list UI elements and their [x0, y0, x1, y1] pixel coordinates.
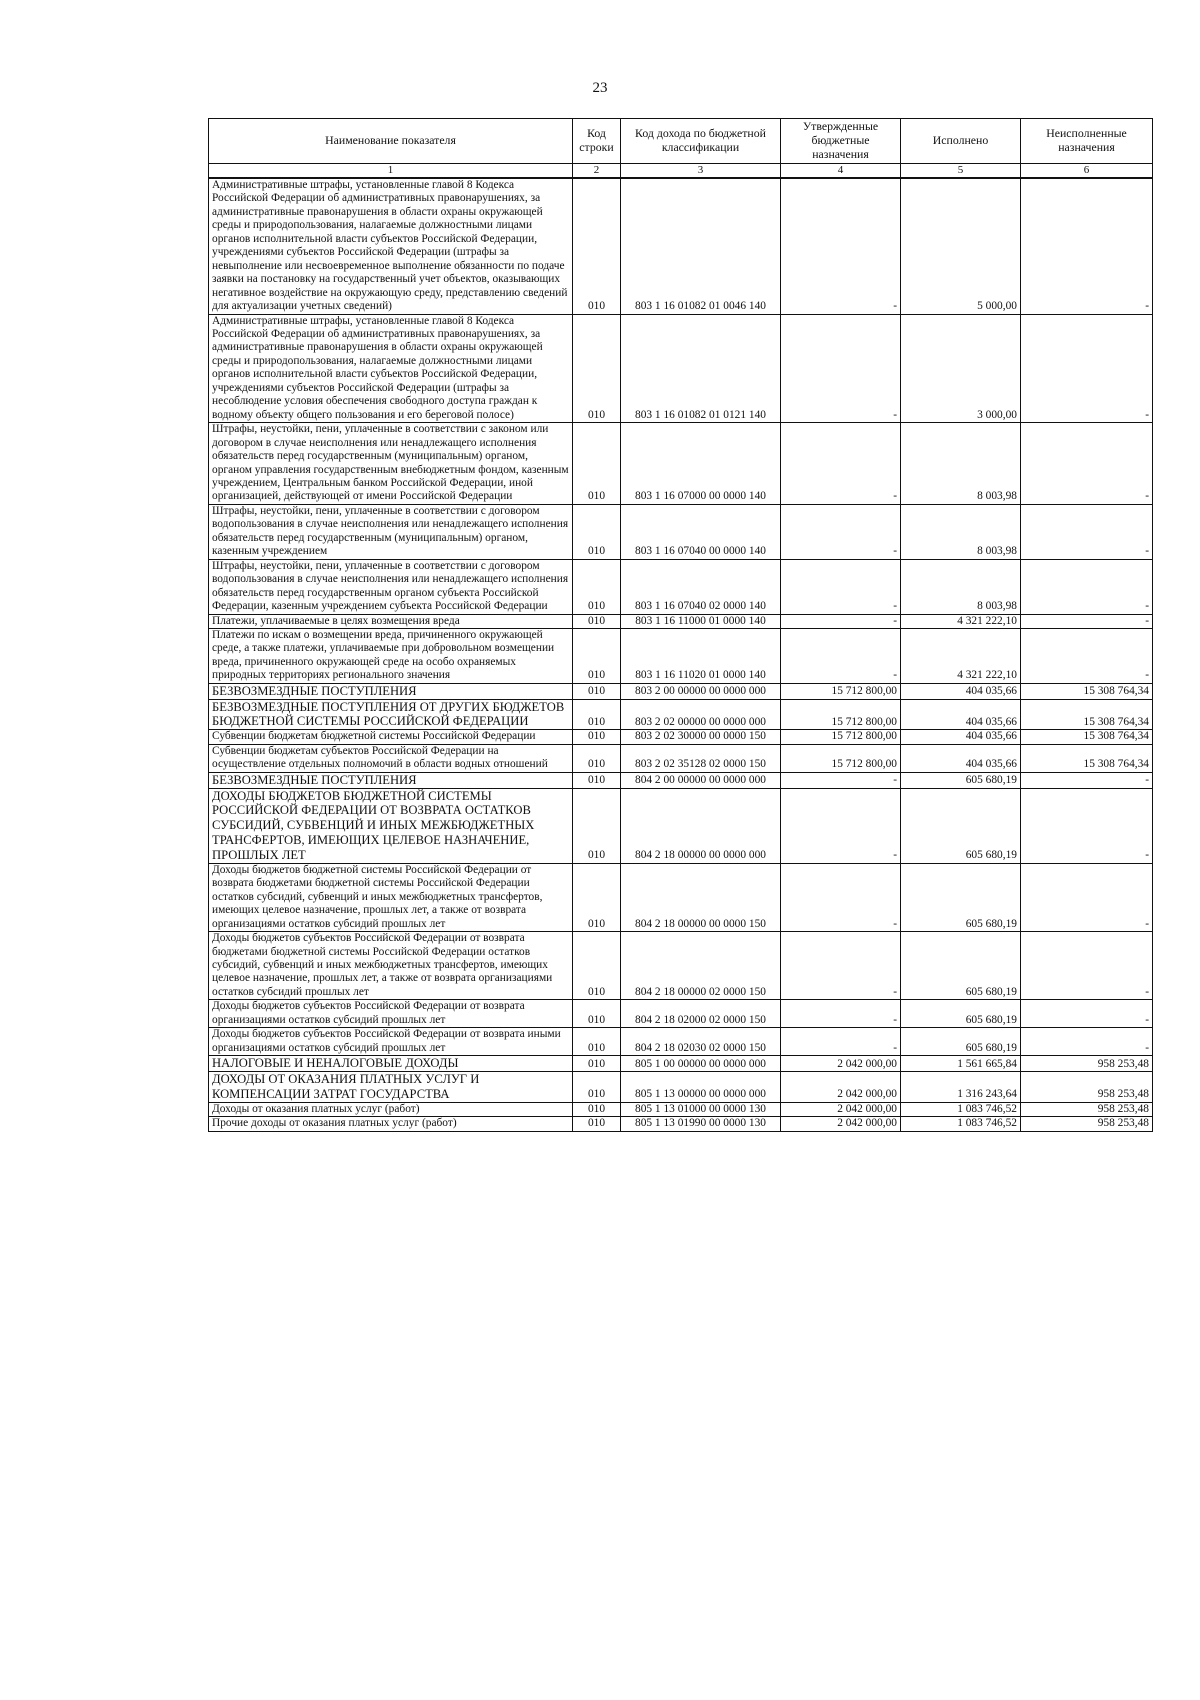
- header-indicator-name: Наименование показателя: [209, 119, 573, 164]
- row-income-code: 803 1 16 01082 01 0121 140: [621, 314, 781, 423]
- row-executed-amount: 8 003,98: [901, 559, 1021, 614]
- table-row: [209, 1117, 1153, 1131]
- row-line-code: 010: [573, 772, 621, 788]
- row-indicator-name: Штрафы, неустойки, пени, уплаченные в соответствии с законом или договором в случае неисполнения или ненадлежащего исполнения обязательств перед государственным (муниципальным) органом, органом управления государственным внебюджетным фондом, казенным учреждением, Центральным банком Российской Федерации, иной организацией, действующей от имени Российской Федерации: [209, 423, 573, 505]
- row-approved-amount: -: [781, 1000, 901, 1028]
- row-line-code: 010: [573, 744, 621, 772]
- row-approved-amount: 2 042 000,00: [781, 1117, 901, 1131]
- page-number: 23: [592, 80, 608, 96]
- row-income-code: 804 2 00 00000 00 0000 000: [621, 772, 781, 788]
- table-row: [209, 788, 1153, 863]
- row-indicator-name: ДОХОДЫ БЮДЖЕТОВ БЮДЖЕТНОЙ СИСТЕМЫ РОССИЙСКОЙ ФЕДЕРАЦИИ ОТ ВОЗВРАТА ОСТАТКОВ СУБСИДИЙ, СУБВЕНЦИЙ И ИНЫХ МЕЖБЮДЖЕТНЫХ ТРАНСФЕРТОВ, ИМЕЮЩИХ ЦЕЛЕВОЕ НАЗНАЧЕНИЕ, ПРОШЛЫХ ЛЕТ: [209, 788, 573, 863]
- row-unexecuted-amount: 15 308 764,34: [1021, 730, 1153, 744]
- row-unexecuted-amount: -: [1021, 863, 1153, 931]
- row-approved-amount: -: [781, 614, 901, 628]
- budget-execution-table: [208, 118, 1153, 1132]
- row-unexecuted-amount: 958 253,48: [1021, 1056, 1153, 1072]
- row-line-code: 010: [573, 178, 621, 314]
- table-row: [209, 1000, 1153, 1028]
- table-row: [209, 1072, 1153, 1103]
- table-row: [209, 314, 1153, 423]
- row-line-code: 010: [573, 699, 621, 730]
- row-line-code: 010: [573, 314, 621, 423]
- row-income-code: 803 2 02 00000 00 0000 000: [621, 699, 781, 730]
- row-executed-amount: 3 000,00: [901, 314, 1021, 423]
- row-indicator-name: БЕЗВОЗМЕЗДНЫЕ ПОСТУПЛЕНИЯ ОТ ДРУГИХ БЮДЖЕТОВ БЮДЖЕТНОЙ СИСТЕМЫ РОССИЙСКОЙ ФЕДЕРАЦИИ: [209, 699, 573, 730]
- row-line-code: 010: [573, 1056, 621, 1072]
- row-unexecuted-amount: -: [1021, 1028, 1153, 1056]
- table-row: [209, 1056, 1153, 1072]
- column-number: 3: [621, 164, 781, 179]
- row-income-code: 805 1 13 01000 00 0000 130: [621, 1102, 781, 1116]
- row-approved-amount: 2 042 000,00: [781, 1056, 901, 1072]
- row-unexecuted-amount: -: [1021, 788, 1153, 863]
- row-line-code: 010: [573, 628, 621, 683]
- table-row: [209, 863, 1153, 931]
- row-unexecuted-amount: 958 253,48: [1021, 1072, 1153, 1103]
- row-executed-amount: 404 035,66: [901, 683, 1021, 699]
- header-income-code: Код дохода по бюджетной классификации: [621, 119, 781, 164]
- row-income-code: 804 2 18 00000 00 0000 000: [621, 788, 781, 863]
- row-indicator-name: Доходы бюджетов субъектов Российской Федерации от возврата организациями остатков субсидий прошлых лет: [209, 1000, 573, 1028]
- header-executed: Исполнено: [901, 119, 1021, 164]
- table-row: [209, 699, 1153, 730]
- table-row: [209, 423, 1153, 505]
- row-line-code: 010: [573, 788, 621, 863]
- row-income-code: 803 2 00 00000 00 0000 000: [621, 683, 781, 699]
- row-executed-amount: 8 003,98: [901, 504, 1021, 559]
- row-unexecuted-amount: 958 253,48: [1021, 1117, 1153, 1131]
- row-approved-amount: 2 042 000,00: [781, 1072, 901, 1103]
- row-approved-amount: 15 712 800,00: [781, 730, 901, 744]
- table-row: [209, 1102, 1153, 1116]
- row-executed-amount: 4 321 222,10: [901, 628, 1021, 683]
- table-row: [209, 628, 1153, 683]
- row-indicator-name: Доходы бюджетов субъектов Российской Федерации от возврата иными организациями остатков субсидий прошлых лет: [209, 1028, 573, 1056]
- row-unexecuted-amount: -: [1021, 314, 1153, 423]
- row-line-code: 010: [573, 1117, 621, 1131]
- row-executed-amount: 1 316 243,64: [901, 1072, 1021, 1103]
- table-row: [209, 178, 1153, 314]
- row-income-code: 804 2 18 00000 02 0000 150: [621, 932, 781, 1000]
- row-unexecuted-amount: 15 308 764,34: [1021, 744, 1153, 772]
- row-indicator-name: Прочие доходы от оказания платных услуг (работ): [209, 1117, 573, 1131]
- row-executed-amount: 4 321 222,10: [901, 614, 1021, 628]
- header-approved: Утвержденные бюджетные назначения: [781, 119, 901, 164]
- row-approved-amount: -: [781, 178, 901, 314]
- row-indicator-name: Доходы от оказания платных услуг (работ): [209, 1102, 573, 1116]
- row-line-code: 010: [573, 504, 621, 559]
- row-unexecuted-amount: -: [1021, 628, 1153, 683]
- row-executed-amount: 605 680,19: [901, 1000, 1021, 1028]
- row-approved-amount: -: [781, 504, 901, 559]
- row-unexecuted-amount: 15 308 764,34: [1021, 699, 1153, 730]
- row-indicator-name: БЕЗВОЗМЕЗДНЫЕ ПОСТУПЛЕНИЯ: [209, 772, 573, 788]
- row-executed-amount: 605 680,19: [901, 932, 1021, 1000]
- row-executed-amount: 404 035,66: [901, 730, 1021, 744]
- row-indicator-name: Административные штрафы, установленные главой 8 Кодекса Российской Федерации об административных правонарушениях, за административные правонарушения в области охраны окружающей среды и природопользования, налагаемые должностными лицами органов исполнительной власти субъектов Российской Федерации, учреждениями субъектов Российской Федерации (штрафы за несоблюдение условия обеспечения свободного доступа граждан к водному объекту общего пользования и его береговой полосе): [209, 314, 573, 423]
- row-approved-amount: -: [781, 932, 901, 1000]
- row-income-code: 803 2 02 35128 02 0000 150: [621, 744, 781, 772]
- row-executed-amount: 5 000,00: [901, 178, 1021, 314]
- header-line-code: Код строки: [573, 119, 621, 164]
- row-income-code: 804 2 18 02030 02 0000 150: [621, 1028, 781, 1056]
- table-body: [209, 178, 1153, 1131]
- row-unexecuted-amount: -: [1021, 504, 1153, 559]
- row-indicator-name: Доходы бюджетов бюджетной системы Российской Федерации от возврата бюджетами бюджетной системы Российской Федерации остатков субсидий, субвенций и иных межбюджетных трансфертов, имеющих целевое назначение, прошлых лет, а также от возврата организациями остатков субсидий прошлых лет: [209, 863, 573, 931]
- column-number: 2: [573, 164, 621, 179]
- row-line-code: 010: [573, 1000, 621, 1028]
- row-unexecuted-amount: -: [1021, 614, 1153, 628]
- row-approved-amount: 15 712 800,00: [781, 744, 901, 772]
- row-unexecuted-amount: 15 308 764,34: [1021, 683, 1153, 699]
- row-approved-amount: 2 042 000,00: [781, 1102, 901, 1116]
- row-indicator-name: Доходы бюджетов субъектов Российской Федерации от возврата бюджетами бюджетной системы Российской Федерации остатков субсидий, субвенций и иных межбюджетных трансфертов, имеющих целевое назначение, прошлых лет, а также от возврата организациями остатков субсидий прошлых лет: [209, 932, 573, 1000]
- row-executed-amount: 1 083 746,52: [901, 1117, 1021, 1131]
- row-unexecuted-amount: -: [1021, 932, 1153, 1000]
- table-row: [209, 504, 1153, 559]
- row-approved-amount: -: [781, 863, 901, 931]
- row-income-code: 804 2 18 00000 00 0000 150: [621, 863, 781, 931]
- row-approved-amount: 15 712 800,00: [781, 683, 901, 699]
- row-unexecuted-amount: -: [1021, 772, 1153, 788]
- row-indicator-name: Штрафы, неустойки, пени, уплаченные в соответствии с договором водопользования в случае неисполнения или ненадлежащего исполнения обязательств перед государственным (муниципальным) органом, казенным учреждением: [209, 504, 573, 559]
- table-row: [209, 932, 1153, 1000]
- table-row: [209, 559, 1153, 614]
- row-line-code: 010: [573, 932, 621, 1000]
- row-approved-amount: 15 712 800,00: [781, 699, 901, 730]
- table-row: [209, 730, 1153, 744]
- row-approved-amount: -: [781, 628, 901, 683]
- table-row: [209, 744, 1153, 772]
- row-income-code: 804 2 18 02000 02 0000 150: [621, 1000, 781, 1028]
- table-row: [209, 772, 1153, 788]
- column-number: 1: [209, 164, 573, 179]
- table-row: [209, 614, 1153, 628]
- row-line-code: 010: [573, 614, 621, 628]
- row-line-code: 010: [573, 683, 621, 699]
- row-indicator-name: НАЛОГОВЫЕ И НЕНАЛОГОВЫЕ ДОХОДЫ: [209, 1056, 573, 1072]
- header-row: [209, 119, 1153, 164]
- row-unexecuted-amount: -: [1021, 178, 1153, 314]
- row-executed-amount: 605 680,19: [901, 863, 1021, 931]
- row-line-code: 010: [573, 1072, 621, 1103]
- row-executed-amount: 605 680,19: [901, 1028, 1021, 1056]
- row-indicator-name: БЕЗВОЗМЕЗДНЫЕ ПОСТУПЛЕНИЯ: [209, 683, 573, 699]
- row-unexecuted-amount: 958 253,48: [1021, 1102, 1153, 1116]
- row-indicator-name: Платежи по искам о возмещении вреда, причиненного окружающей среде, а также платежи, уплачиваемые при добровольном возмещении вреда, причиненного окружающей среде на особо охраняемых природных территориях регионального значения: [209, 628, 573, 683]
- row-approved-amount: -: [781, 314, 901, 423]
- row-executed-amount: 1 083 746,52: [901, 1102, 1021, 1116]
- row-executed-amount: 1 561 665,84: [901, 1056, 1021, 1072]
- row-unexecuted-amount: -: [1021, 1000, 1153, 1028]
- row-line-code: 010: [573, 559, 621, 614]
- row-indicator-name: ДОХОДЫ ОТ ОКАЗАНИЯ ПЛАТНЫХ УСЛУГ И КОМПЕНСАЦИИ ЗАТРАТ ГОСУДАРСТВА: [209, 1072, 573, 1103]
- table-row: [209, 683, 1153, 699]
- row-line-code: 010: [573, 863, 621, 931]
- row-executed-amount: 404 035,66: [901, 699, 1021, 730]
- row-income-code: 803 1 16 01082 01 0046 140: [621, 178, 781, 314]
- row-executed-amount: 8 003,98: [901, 423, 1021, 505]
- row-approved-amount: -: [781, 1028, 901, 1056]
- column-numbers-row: [209, 164, 1153, 179]
- row-income-code: 803 1 16 07000 00 0000 140: [621, 423, 781, 505]
- row-income-code: 803 1 16 07040 00 0000 140: [621, 504, 781, 559]
- row-income-code: 805 1 13 00000 00 0000 000: [621, 1072, 781, 1103]
- header-unexecuted: Неисполненные назначения: [1021, 119, 1153, 164]
- row-line-code: 010: [573, 1102, 621, 1116]
- column-number: 6: [1021, 164, 1153, 179]
- row-indicator-name: Штрафы, неустойки, пени, уплаченные в соответствии с договором водопользования в случае неисполнения или ненадлежащего исполнения обязательств перед государственным органом субъекта Российской Федерации, казенным учреждением субъекта Российской Федерации: [209, 559, 573, 614]
- row-indicator-name: Субвенции бюджетам бюджетной системы Российской Федерации: [209, 730, 573, 744]
- row-line-code: 010: [573, 423, 621, 505]
- row-executed-amount: 605 680,19: [901, 772, 1021, 788]
- row-indicator-name: Административные штрафы, установленные главой 8 Кодекса Российской Федерации об административных правонарушениях, за административные правонарушения в области охраны окружающей среды и природопользования, налагаемые должностными лицами органов исполнительной власти субъектов Российской Федерации, учреждениями субъектов Российской Федерации (штрафы за невыполнение или несвоевременное выполнение обязанности по подаче заявки на постановку на государственный учет объектов, оказывающих негативное воздействие на окружающую среду, представлению сведений для актуализации учетных сведений): [209, 178, 573, 314]
- row-executed-amount: 605 680,19: [901, 788, 1021, 863]
- row-unexecuted-amount: -: [1021, 423, 1153, 505]
- row-income-code: 803 1 16 07040 02 0000 140: [621, 559, 781, 614]
- row-income-code: 803 1 16 11000 01 0000 140: [621, 614, 781, 628]
- row-income-code: 805 1 00 00000 00 0000 000: [621, 1056, 781, 1072]
- row-approved-amount: -: [781, 559, 901, 614]
- row-executed-amount: 404 035,66: [901, 744, 1021, 772]
- row-line-code: 010: [573, 1028, 621, 1056]
- row-indicator-name: Субвенции бюджетам субъектов Российской Федерации на осуществление отдельных полномочий в области водных отношений: [209, 744, 573, 772]
- table-row: [209, 1028, 1153, 1056]
- row-income-code: 803 1 16 11020 01 0000 140: [621, 628, 781, 683]
- row-income-code: 803 2 02 30000 00 0000 150: [621, 730, 781, 744]
- row-income-code: 805 1 13 01990 00 0000 130: [621, 1117, 781, 1131]
- row-unexecuted-amount: -: [1021, 559, 1153, 614]
- row-approved-amount: -: [781, 423, 901, 505]
- row-indicator-name: Платежи, уплачиваемые в целях возмещения вреда: [209, 614, 573, 628]
- row-approved-amount: -: [781, 788, 901, 863]
- row-line-code: 010: [573, 730, 621, 744]
- column-number: 4: [781, 164, 901, 179]
- column-number: 5: [901, 164, 1021, 179]
- row-approved-amount: -: [781, 772, 901, 788]
